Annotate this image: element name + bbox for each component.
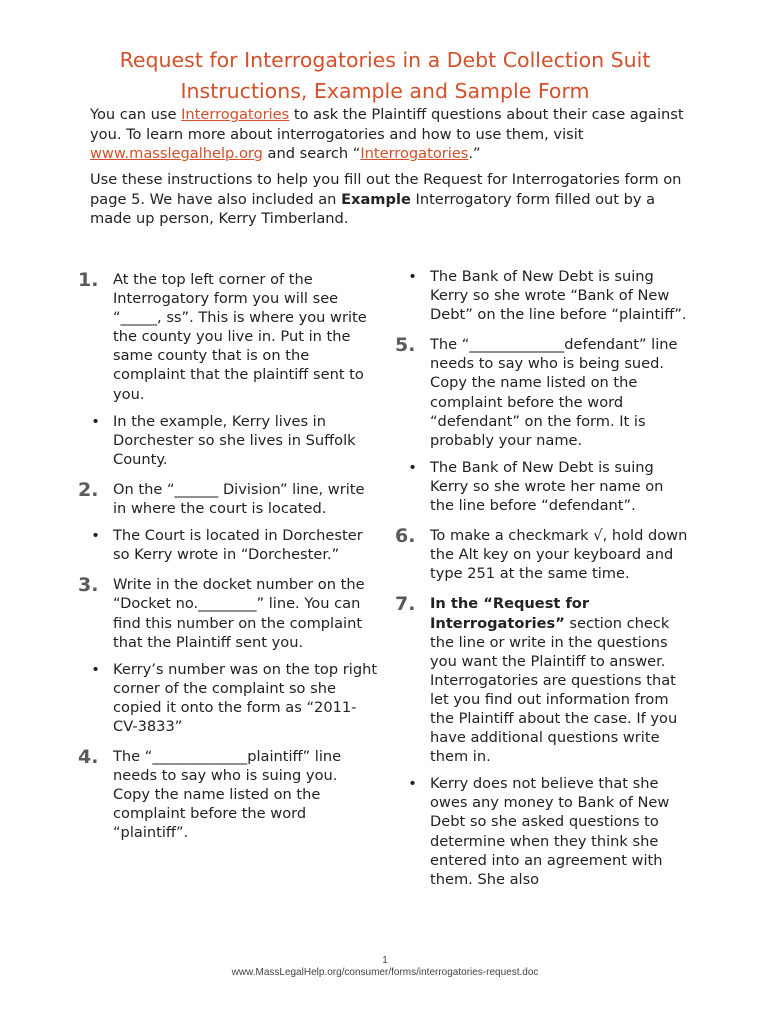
intro2-text-1: Use these instructions to help you fill out the Request for Interrogatories form on page 5. We have also included an: [90, 171, 682, 208]
bullet-item: [395, 458, 690, 515]
step-6: [395, 526, 690, 583]
step-number: 1.: [78, 269, 99, 291]
intro-paragraph-1: [90, 105, 690, 164]
step-5: [395, 335, 690, 450]
bullet-item: [395, 267, 690, 324]
step-7: [395, 594, 690, 766]
left-column: [78, 270, 378, 843]
step-number: 3.: [78, 574, 99, 597]
intro1-text-3: and search “: [262, 145, 361, 162]
step-text: At the top left corner of the Interrogatory form you will see “_____, ss”. This is where you write the county you live in. Put in the same county that is on the complaint that the plaintiff sent to you.: [113, 271, 367, 403]
intro2-text-2: Interrogatory form filled out by a made up person, Kerry Timberland.: [90, 190, 656, 227]
step-text: The “_____________plaintiff” line needs to say who is suing you. Copy the name listed on the complaint before the word “plaintiff”.: [113, 748, 342, 842]
masslegalhelp-link[interactable]: www.masslegalhelp.org: [90, 145, 263, 162]
bullet-icon: •: [91, 527, 100, 545]
intro-paragraph-2: [90, 170, 690, 229]
step-7-text: section check the line or write in the questions you want the Plaintiff to answer. Interrogatories are questions that let you find out information from the Plaintiff about the case. If you have additional questions write them in.: [430, 614, 678, 766]
bullet-icon: •: [408, 458, 417, 476]
page-number: 1: [382, 955, 388, 966]
step-2: [78, 480, 378, 518]
bullet-text: The Court is located in Dorchester so Kerry wrote in “Dorchester.”: [113, 527, 363, 564]
step-number: 6.: [395, 525, 416, 548]
bullet-icon: •: [91, 412, 100, 430]
interrogatories-link-2[interactable]: Interrogatories: [360, 145, 469, 162]
step-text: The “_____________defendant” line needs to say who is being sued. Copy the name listed on the complaint before the word “defendant” on the form. It is probably your name.: [430, 336, 678, 449]
bullet-item: [395, 774, 690, 889]
bullet-item: [78, 660, 378, 736]
step-number: 7.: [395, 593, 416, 616]
intro2-bold-example: Example: [341, 190, 411, 208]
step-text: [430, 594, 690, 766]
bullet-icon: •: [408, 268, 417, 285]
bullet-item: [78, 526, 378, 564]
step-1: [78, 270, 378, 404]
bullet-text: Kerry does not believe that she owes any money to Bank of New Debt so she asked questions to determine when they think she entered into an agreement with them. She also: [430, 775, 670, 888]
bullet-text: The Bank of New Debt is suing Kerry so she wrote “Bank of New Debt” on the line before “plaintiff”.: [430, 268, 687, 324]
bullet-text: In the example, Kerry lives in Dorchester so she lives in Suffolk County.: [113, 412, 356, 468]
step-7-bold-heading: In the “Request for Interrogatories”: [430, 595, 590, 632]
step-number: 2.: [78, 478, 99, 501]
intro1-text-1: You can use: [90, 106, 182, 123]
step-4: [78, 747, 378, 842]
bullet-text: The Bank of New Debt is suing Kerry so she wrote her name on the line before “defendant”.: [430, 458, 664, 515]
step-number: 5.: [395, 334, 416, 357]
bullet-icon: •: [408, 775, 417, 793]
step-text: On the “______ Division” line, write in where the court is located.: [113, 480, 365, 518]
step-text: Write in the docket number on the “Docket no.________” line. You can find this number on the complaint that the Plaintiff sent you.: [113, 576, 365, 651]
bullet-item: [78, 412, 378, 469]
bullet-icon: •: [91, 660, 100, 678]
step-number: 4.: [78, 746, 99, 769]
right-column: [395, 267, 690, 889]
step-text: To make a checkmark √, hold down the Alt key on your keyboard and type 251 at the same time.: [430, 527, 688, 583]
footer-url: www.MassLegalHelp.org/consumer/forms/interrogatories-request.doc: [231, 967, 539, 978]
document-subtitle: Instructions, Example and Sample Form: [180, 79, 590, 103]
document-title: Request for Interrogatories in a Debt Collection Suit: [119, 48, 651, 72]
step-3: [78, 575, 378, 651]
intro1-text-2: to ask the Plaintiff questions about their case against you. To learn more about interrogatories and how to use them, visit: [90, 106, 684, 143]
bullet-text: Kerry’s number was on the top right corner of the complaint so she copied it onto the form as “2011-CV-3833”: [113, 660, 378, 735]
interrogatories-link-1[interactable]: Interrogatories: [181, 106, 290, 123]
intro1-text-4: .”: [468, 145, 481, 162]
